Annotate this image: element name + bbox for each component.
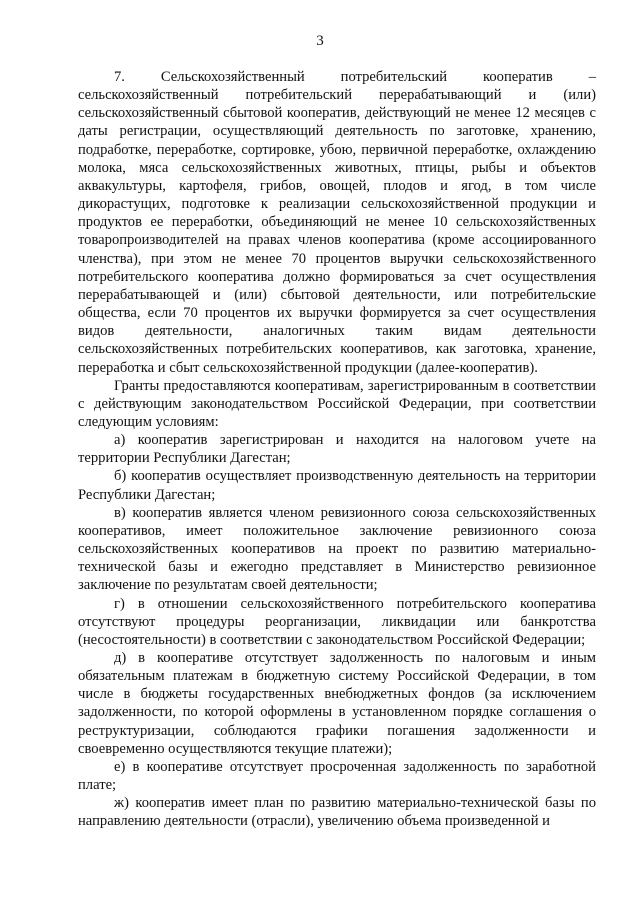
- paragraph-cooperative-definition: 7. Сельскохозяйственный потребительский кооператив – сельскохозяйственный потребительский перерабатывающий и (или) сельскохозяйственный сбытовой кооператив, действующий не менее 12 месяцев с даты регистрации, осуществляющий деятельность по заготовке, хранению, подработке, переработке, сортировке, убою, первичной переработке, охлаждению молока, мяса сельскохозяйственных животных, птицы, рыбы и объектов аквакультуры, картофеля, грибов, овощей, плодов и ягод, в том числе дикорастущих, подготовке к реализации сельскохозяйственной продукции и продуктов ее переработки, объединяющий не менее 10 сельскохозяйственных товаропроизводителей на правах членов кооператива (кроме ассоциированного членства), при этом не менее 70 процентов выручки сельскохозяйственного потребительского кооператива должно формироваться за счет осуществления перерабатывающей и (или) сбытовой деятельности, или потребительские общества, если 70 процентов их выручки формируется за счет осуществления видов деятельности, аналогичных таким видам деятельности сельскохозяйственных потребительских кооперативов, как заготовка, хранение, переработка и сбыт сельскохозяйственной продукции (далее-кооператив).: [78, 69, 596, 376]
- page-number: 3: [316, 33, 324, 49]
- paragraph-condition-d: д) в кооперативе отсутствует задолженность по налоговым и иным обязательным платежам в бюджетную систему Российской Федерации, в том числе в бюджеты государственных внебюджетных фондов (за исключением задолженности, по которой оформлены в установленном порядке соглашения о реструктуризации, соблюдаются графики погашения задолженности и своевременно осуществляются текущие платежи);: [78, 650, 596, 757]
- paragraph-condition-a: а) кооператив зарегистрирован и находится на налоговом учете на территории Республики Дагестан;: [78, 432, 596, 467]
- paragraph-condition-e: е) в кооперативе отсутствует просроченная задолженность по заработной плате;: [78, 758, 596, 794]
- paragraph-condition-zh: ж) кооператив имеет план по развитию материально-технической базы по направлению деятельности (отрасли), увеличению объема произведенной и: [78, 795, 596, 830]
- paragraph-condition-b: б) кооператив осуществляет производственную деятельность на территории Республики Дагестан;: [78, 468, 596, 503]
- paragraph-condition-v: в) кооператив является членом ревизионного союза сельскохозяйственных кооперативов, имеет положительное заключение ревизионного союза сельскохозяйственных кооперативов на проект по развитию материально-технической базы и ежегодно представляет в Министерство ревизионное заключение по результатам своей деятельности;: [78, 504, 596, 594]
- paragraph-grant-conditions-intro: Гранты предоставляются кооперативам, зарегистрированным в соответствии с действующим законодательством Российской Федерации, при соответствии следующим условиям:: [78, 377, 596, 430]
- document-body: [78, 68, 596, 831]
- paragraph-condition-g: г) в отношении сельскохозяйственного потребительского кооператива отсутствуют процедуры реорганизации, ликвидации или банкротства (несостоятельности) в соответствии с законодательством Российской Федерации;: [78, 595, 596, 648]
